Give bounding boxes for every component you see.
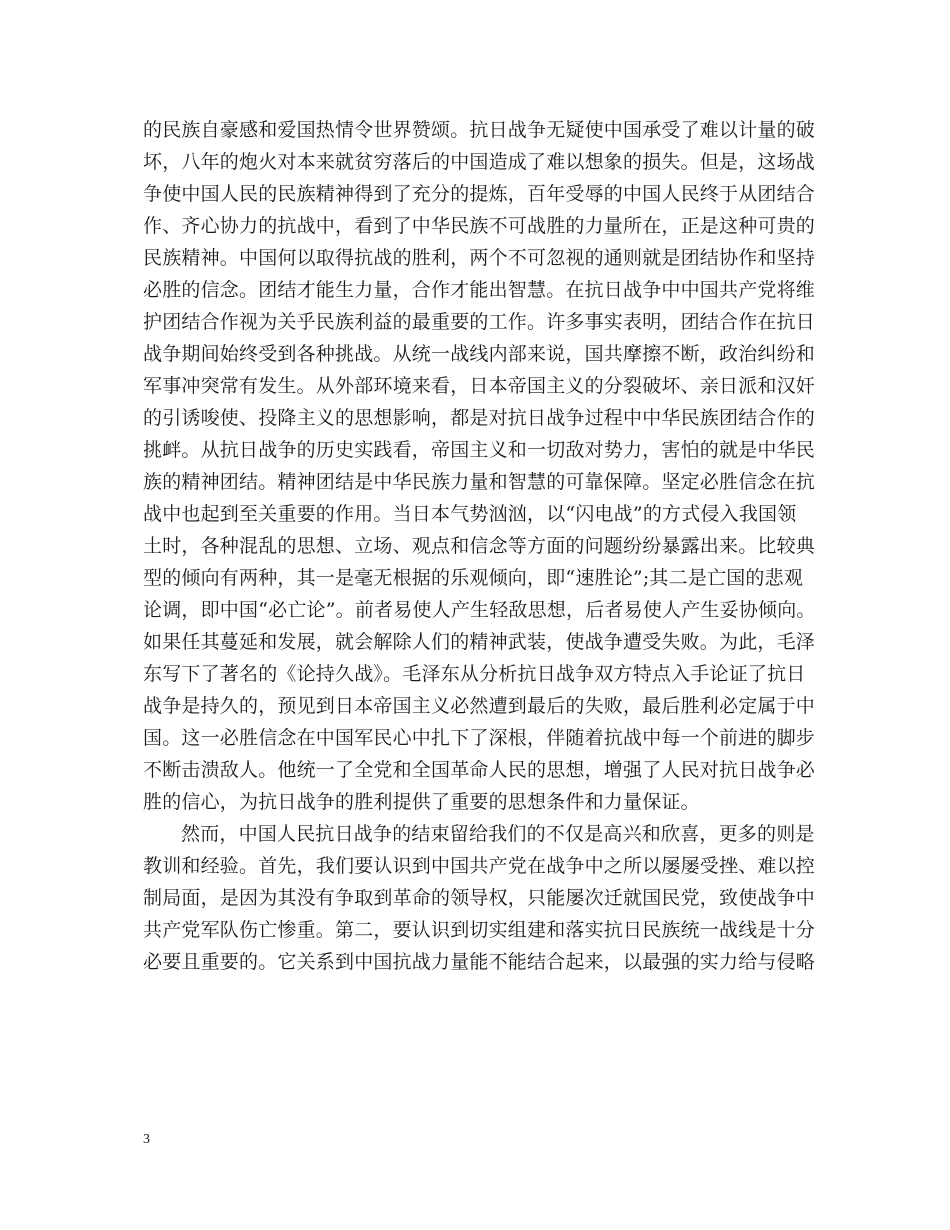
text-line: 国。这一必胜信念在中国军民心中扎下了深根，伴随着抗战中每一个前进的脚步 — [143, 727, 816, 749]
paragraph-start-line: 然而，中国人民抗日战争的结束留给我们的不仅是高兴和欣喜，更多的则是 — [181, 823, 815, 845]
text-line: 型的倾向有两种，其一是毫无根据的乐观倾向，即“速胜论”;其二是亡国的悲观 — [143, 567, 804, 589]
text-line: 战中也起到至关重要的作用。当日本气势汹汹，以“闪电战”的方式侵入我国领 — [143, 503, 797, 525]
body-text — [143, 114, 823, 978]
text-line: 土时，各种混乱的思想、立场、观点和信念等方面的问题纷纷暴露出来。比较典 — [143, 535, 816, 557]
text-line: 共产党军队伤亡惨重。第二，要认识到切实组建和落实抗日民族统一战线是十分 — [143, 919, 816, 941]
text-line: 制局面，是因为其没有争取到革命的领导权，只能屡次迁就国民党，致使战争中 — [143, 887, 816, 909]
text-line: 的民族自豪感和爱国热情令世界赞颂。抗日战争无疑使中国承受了难以计量的破 — [143, 119, 816, 141]
text-line: 民族精神。中国何以取得抗战的胜利，两个不可忽视的通则就是团结协作和坚持 — [143, 247, 816, 269]
text-line: 坏，八年的炮火对本来就贫穷落后的中国造成了难以想象的损失。但是，这场战 — [143, 151, 816, 173]
page-number: 3 — [143, 1132, 150, 1147]
text-line: 战争期间始终受到各种挑战。从统一战线内部来说，国共摩擦不断，政治纠纷和 — [143, 343, 816, 365]
text-line: 作、齐心协力的抗战中，看到了中华民族不可战胜的力量所在，正是这种可贵的 — [143, 215, 816, 237]
text-line: 战争是持久的，预见到日本帝国主义必然遭到最后的失败，最后胜利必定属于中 — [143, 695, 816, 717]
text-line: 不断击溃敌人。他统一了全党和全国革命人民的思想，增强了人民对抗日战争必 — [143, 759, 816, 781]
text-line: 如果任其蔓延和发展，就会解除人们的精神武装，使战争遭受失败。为此，毛泽 — [143, 631, 816, 653]
text-line: 族的精神团结。精神团结是中华民族力量和智慧的可靠保障。坚定必胜信念在抗 — [143, 471, 816, 493]
text-line: 护团结合作视为关乎民族利益的最重要的工作。许多事实表明，团结合作在抗日 — [143, 311, 816, 333]
text-line: 军事冲突常有发生。从外部环境来看，日本帝国主义的分裂破坏、亲日派和汉奸 — [143, 375, 816, 397]
text-line: 东写下了著名的《论持久战》。毛泽东从分析抗日战争双方特点入手论证了抗日 — [143, 663, 806, 685]
text-line: 必胜的信念。团结才能生力量，合作才能出智慧。在抗日战争中中国共产党将维 — [143, 279, 816, 301]
text-line: 挑衅。从抗日战争的历史实践看，帝国主义和一切敌对势力，害怕的就是中华民 — [143, 439, 816, 461]
text-line: 的引诱唆使、投降主义的思想影响，都是对抗日战争过程中中华民族团结合作的 — [143, 407, 816, 429]
text-line: 论调，即中国“必亡论”。前者易使人产生轻敌思想，后者易使人产生妥协倾向。 — [143, 599, 816, 621]
text-line: 教训和经验。首先，我们要认识到中国共产党在战争中之所以屡屡受挫、难以控 — [143, 855, 816, 877]
text-line: 胜的信心，为抗日战争的胜利提供了重要的思想条件和力量保证。 — [143, 791, 700, 813]
text-line: 争使中国人民的民族精神得到了充分的提炼，百年受辱的中国人民终于从团结合 — [143, 183, 816, 205]
text-line: 必要且重要的。它关系到中国抗战力量能不能结合起来，以最强的实力给与侵略 — [143, 951, 816, 973]
